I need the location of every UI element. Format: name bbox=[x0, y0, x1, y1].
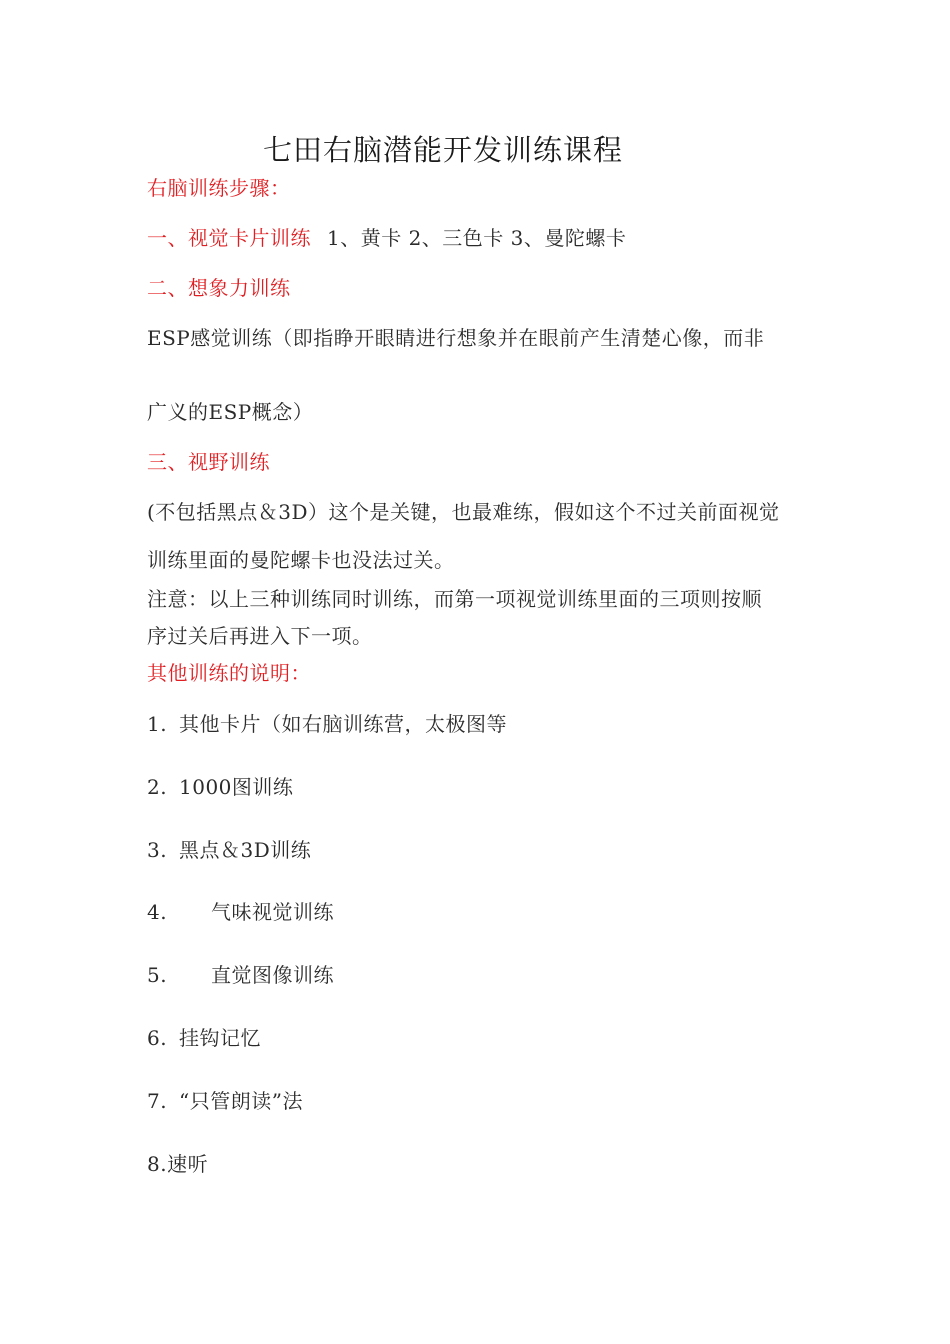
step-2-text-line-2: 广义的ESP概念） bbox=[147, 400, 314, 424]
step-1-detail: 1、黄卡 2、三色卡 3、曼陀螺卡 bbox=[327, 226, 627, 250]
list-item-number: 8. bbox=[147, 1152, 168, 1176]
list-item bbox=[147, 712, 507, 736]
list-item-text: 直觉图像训练 bbox=[211, 963, 334, 987]
page-title: 七田右脑潜能开发训练课程 bbox=[263, 133, 624, 167]
list-item bbox=[147, 963, 334, 987]
list-item-number: 5. bbox=[147, 963, 168, 987]
list-item-number: 7. bbox=[147, 1089, 168, 1113]
list-item-number: 3. bbox=[147, 838, 168, 862]
step-2-text-line-1: ESP感觉训练（即指睁开眼睛进行想象并在眼前产生清楚心像，而非 bbox=[147, 326, 765, 350]
list-item-text: 气味视觉训练 bbox=[211, 900, 334, 924]
list-item-number: 1. bbox=[147, 712, 168, 736]
list-item bbox=[147, 838, 311, 862]
list-item-text: “只管朗读”法 bbox=[179, 1089, 303, 1113]
step-3-text-line-2: 训练里面的曼陀螺卡也没法过关。 bbox=[147, 548, 455, 572]
list-item-number: 6. bbox=[147, 1026, 168, 1050]
step-1-label: 一、视觉卡片训练 bbox=[147, 226, 311, 250]
step-3-label: 三、视野训练 bbox=[147, 450, 270, 474]
list-item-number: 4. bbox=[147, 900, 168, 924]
list-item bbox=[147, 1089, 303, 1113]
list-item bbox=[147, 1152, 208, 1176]
step-2-label: 二、想象力训练 bbox=[147, 276, 291, 300]
step-3-text-line-1: (不包括黑点＆3D）这个是关键，也最难练，假如这个不过关前面视觉 bbox=[147, 500, 780, 524]
list-item bbox=[147, 775, 293, 799]
note-line-2: 序过关后再进入下一项。 bbox=[147, 624, 373, 648]
list-item bbox=[147, 900, 334, 924]
list-item-text: 其他卡片（如右脑训练营，太极图等 bbox=[179, 712, 507, 736]
note-line-1: 注意：以上三种训练同时训练，而第一项视觉训练里面的三项则按顺 bbox=[147, 587, 762, 611]
list-item-text: 黑点＆3D训练 bbox=[179, 838, 312, 862]
list-item-text: 1000图训练 bbox=[179, 775, 294, 799]
steps-heading: 右脑训练步骤： bbox=[147, 176, 291, 200]
other-heading: 其他训练的说明： bbox=[147, 661, 311, 685]
step-1 bbox=[147, 226, 626, 250]
list-item-number: 2. bbox=[147, 775, 168, 799]
list-item-text: 挂钩记忆 bbox=[179, 1026, 261, 1050]
list-item-text: 速听 bbox=[167, 1152, 209, 1176]
list-item bbox=[147, 1026, 261, 1050]
